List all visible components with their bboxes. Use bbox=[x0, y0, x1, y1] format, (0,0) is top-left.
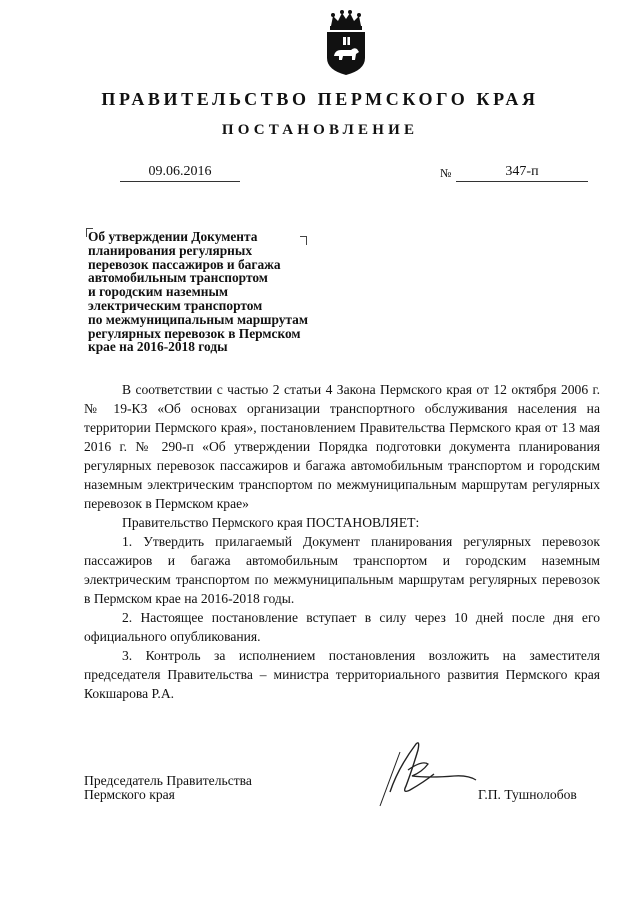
document-date: 09.06.2016 bbox=[120, 164, 240, 182]
signatory-position bbox=[84, 774, 252, 802]
subject-line: перевозок пассажиров и багажа bbox=[88, 256, 281, 272]
subject-line: Об утверждении Документа bbox=[88, 229, 258, 244]
preamble-paragraph: В соответствии с частью 2 статьи 4 Закона Пермского края от 12 октября 2006 г. № 19-КЗ «Об основах организации транспортного обслуживания населения на территории Пермского края», постановлением Правительства Пермского края от 13 мая 2016 г. № 290-п «Об утверждении Порядка подготовки документа планирования регулярных перевозок пассажиров и багажа автомобильным транспортом и городским наземным электрическим транспортом по межмуниципальным маршрутам регулярных перевозок в Пермском крае» bbox=[84, 382, 600, 511]
handwritten-signature bbox=[372, 730, 482, 810]
resolves-paragraph: Правительство Пермского края ПОСТАНОВЛЯЕТ: bbox=[122, 515, 420, 530]
item-paragraph-3: 3. Контроль за исполнением постановления возложить на заместителя председателя Правительства – министра территориального развития Пермского края Кокшарова Р.А. bbox=[84, 648, 600, 701]
subject-line: крае на 2016-2018 годы bbox=[88, 339, 228, 355]
signatory-position-line: Председатель Правительства bbox=[84, 773, 252, 788]
government-title: ПРАВИТЕЛЬСТВО ПЕРМСКОГО КРАЯ bbox=[101, 89, 539, 109]
signatory-position-line: Пермского края bbox=[84, 787, 175, 802]
subject-line: и городским наземным bbox=[88, 284, 229, 300]
subject-line: планирования регулярных bbox=[88, 242, 253, 258]
subject-line: автомобильным транспортом bbox=[88, 270, 268, 286]
document-body bbox=[84, 380, 600, 703]
subject-line: по межмуниципальным маршрутам bbox=[88, 311, 308, 327]
document-number: 347-п bbox=[456, 164, 588, 182]
item-paragraph-2: 2. Настоящее постановление вступает в силу через 10 дней после дня его официального опубликования. bbox=[84, 610, 600, 644]
item-paragraph-1: 1. Утвердить прилагаемый Документ планирования регулярных перевозок пассажиров и багажа автомобильным транспортом и городским наземным электрическим транспортом по межмуниципальным маршрутам регулярных перевозок в Пермском крае на 2016-2018 годы. bbox=[84, 534, 600, 606]
document-subject bbox=[88, 230, 348, 354]
subject-line: электрическим транспортом bbox=[88, 297, 263, 313]
coat-of-arms-icon bbox=[323, 8, 369, 76]
subject-line: регулярных перевозок в Пермском bbox=[88, 325, 301, 341]
signatory-name: Г.П. Тушнолобов bbox=[478, 787, 577, 802]
number-sign: № bbox=[440, 166, 452, 180]
document-type-title: ПОСТАНОВЛЕНИЕ bbox=[221, 122, 419, 138]
